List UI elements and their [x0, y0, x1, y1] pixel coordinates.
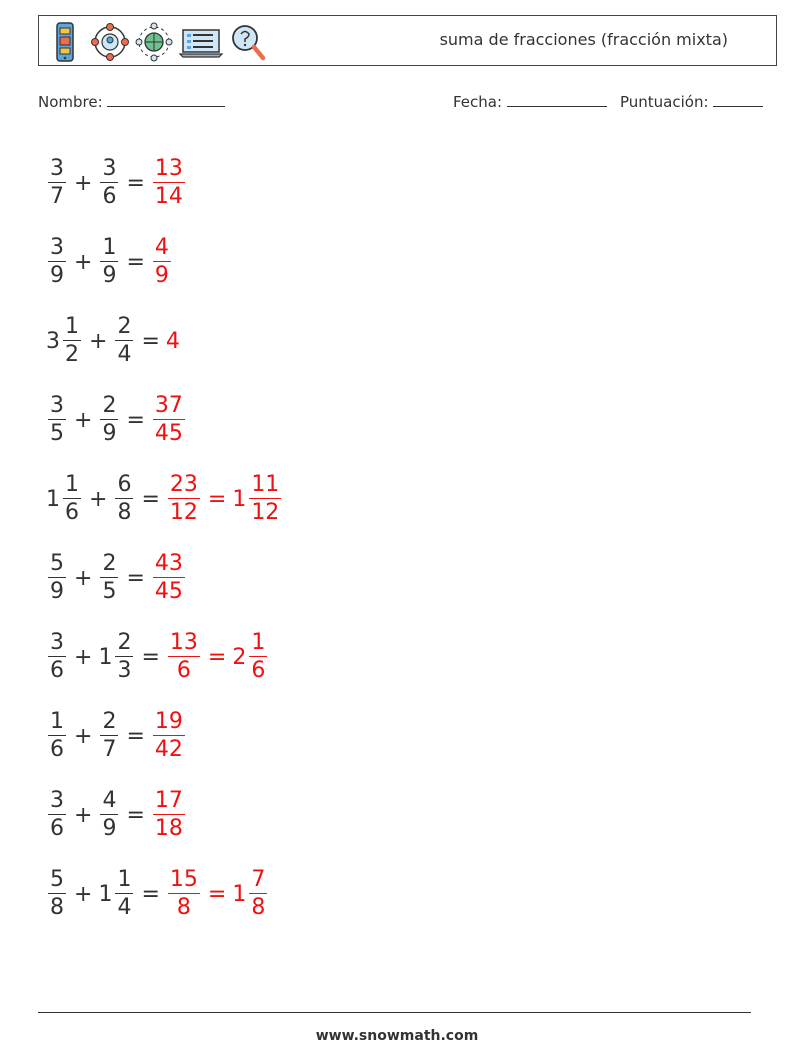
problem-row: [46, 697, 283, 776]
denominator: 7: [102, 737, 117, 762]
numerator: 23: [169, 472, 198, 497]
fraction: [153, 788, 185, 843]
denominator: 6: [251, 658, 266, 683]
worksheet-title: suma de fracciones (fracción mixta): [439, 30, 728, 49]
whole-number: 1: [46, 487, 60, 512]
numerator: 15: [169, 867, 198, 892]
answer: [151, 235, 173, 290]
fraction: [100, 393, 118, 448]
answer: [151, 709, 187, 764]
answer: [166, 329, 181, 354]
date-field: [453, 92, 607, 111]
worksheet-header: [38, 15, 777, 66]
numerator: 11: [251, 472, 280, 497]
header-icons: [47, 20, 267, 64]
problem-row: [46, 460, 283, 539]
denominator: 45: [154, 421, 183, 446]
numerator: 3: [50, 156, 64, 181]
fraction: [168, 630, 200, 685]
denominator: 8: [50, 895, 64, 920]
denominator: 6: [176, 658, 191, 683]
fraction: [115, 472, 133, 527]
denominator: 8: [176, 895, 191, 920]
fraction: [153, 156, 185, 211]
whole-number: 3: [46, 329, 60, 354]
numerator: 37: [154, 393, 183, 418]
name-label: Nombre:: [38, 93, 103, 111]
score-field: [620, 92, 763, 111]
numerator: 3: [50, 393, 64, 418]
answer: [151, 551, 187, 606]
problem-row: [46, 223, 283, 302]
fraction: [100, 551, 118, 606]
name-blank: [107, 92, 225, 107]
answer-equals-sign: =: [207, 645, 227, 670]
denominator: 7: [50, 184, 64, 209]
denominator: 9: [50, 263, 64, 288]
fraction: [115, 314, 133, 369]
denominator: 12: [169, 500, 198, 525]
fraction: [249, 472, 281, 527]
problem-row: [46, 381, 283, 460]
answer: [166, 867, 269, 922]
fraction: [115, 630, 133, 685]
denominator: 5: [102, 579, 117, 604]
answer: [151, 156, 187, 211]
denominator: 9: [154, 263, 169, 288]
denominator: 6: [65, 500, 79, 525]
fraction: [153, 551, 185, 606]
equals-sign: =: [126, 566, 145, 591]
fraction: [100, 788, 118, 843]
denominator: 45: [154, 579, 183, 604]
numerator: 3: [50, 630, 64, 655]
problem-row: [46, 855, 283, 934]
whole-number: 1: [98, 645, 113, 670]
denominator: 2: [65, 342, 79, 367]
fraction: [48, 393, 66, 448]
numerator: 13: [169, 630, 198, 655]
fraction: [100, 156, 118, 211]
answer: [166, 630, 269, 685]
fraction: [168, 867, 200, 922]
numerator: 1: [65, 314, 79, 339]
denominator: 3: [117, 658, 132, 683]
numerator: 13: [154, 156, 183, 181]
problem-row: [46, 776, 283, 855]
numerator: 3: [102, 156, 117, 181]
date-blank: [507, 92, 607, 107]
whole-number: 4: [165, 329, 180, 354]
fraction: [100, 709, 118, 764]
fraction: [63, 314, 81, 369]
fraction: [153, 235, 171, 290]
plus-sign: +: [74, 803, 93, 828]
fraction: [100, 235, 118, 290]
numerator: 1: [50, 709, 64, 734]
whole-number: 2: [232, 645, 247, 670]
plus-sign: +: [74, 566, 93, 591]
denominator: 9: [102, 263, 117, 288]
plus-sign: +: [74, 171, 93, 196]
problem-row: [46, 539, 283, 618]
answer: [166, 472, 283, 527]
fraction: [48, 709, 66, 764]
numerator: 2: [102, 709, 117, 734]
whole-number: 1: [232, 487, 247, 512]
numerator: 7: [251, 867, 266, 892]
numerator: 5: [50, 867, 64, 892]
magnifier-question-icon: [229, 21, 267, 63]
numerator: 1: [117, 867, 132, 892]
problem-row: [46, 144, 283, 223]
denominator: 6: [102, 184, 117, 209]
fraction: [153, 393, 185, 448]
whole-number: 1: [232, 882, 247, 907]
fraction: [153, 709, 185, 764]
numerator: 43: [154, 551, 183, 576]
fraction: [115, 867, 133, 922]
date-label: Fecha:: [453, 93, 503, 111]
score-blank: [713, 92, 763, 107]
fraction: [48, 630, 66, 685]
globe-network-icon: [135, 21, 173, 63]
answer-equals-sign: =: [207, 487, 227, 512]
denominator: 4: [117, 342, 132, 367]
answer-equals-sign: =: [207, 882, 227, 907]
numerator: 19: [154, 709, 183, 734]
equals-sign: =: [126, 803, 145, 828]
fraction: [48, 867, 66, 922]
fraction: [48, 551, 66, 606]
fraction: [48, 156, 66, 211]
equals-sign: =: [126, 171, 145, 196]
denominator: 42: [154, 737, 183, 762]
numerator: 2: [102, 393, 117, 418]
phone-book-icon: [47, 21, 85, 63]
denominator: 5: [50, 421, 64, 446]
numerator: 2: [102, 551, 117, 576]
footer-divider: [38, 1012, 751, 1013]
problem-row: [46, 302, 283, 381]
fraction: [249, 867, 267, 922]
fraction: [48, 235, 66, 290]
name-field: [38, 92, 225, 111]
denominator: 12: [251, 500, 280, 525]
numerator: 6: [117, 472, 132, 497]
footer-site: www.snowmath.com: [315, 1028, 479, 1044]
equals-sign: =: [141, 882, 160, 907]
problem-list: [46, 144, 283, 934]
fraction: [48, 788, 66, 843]
answer: [151, 788, 187, 843]
numerator: 5: [50, 551, 64, 576]
denominator: 14: [154, 184, 183, 209]
denominator: 9: [102, 816, 117, 841]
numerator: 3: [50, 235, 64, 260]
problem-row: [46, 618, 283, 697]
numerator: 4: [102, 788, 117, 813]
equals-sign: =: [141, 645, 160, 670]
plus-sign: +: [74, 408, 93, 433]
plus-sign: +: [89, 487, 108, 512]
numerator: 1: [65, 472, 79, 497]
equals-sign: =: [126, 250, 145, 275]
equals-sign: =: [141, 329, 160, 354]
numerator: 3: [50, 788, 64, 813]
numerator: 1: [102, 235, 117, 260]
denominator: 9: [50, 579, 64, 604]
denominator: 9: [102, 421, 117, 446]
numerator: 2: [117, 630, 132, 655]
whole-number: 1: [98, 882, 113, 907]
plus-sign: +: [74, 882, 93, 907]
denominator: 6: [50, 737, 64, 762]
equals-sign: =: [141, 487, 160, 512]
plus-sign: +: [74, 645, 93, 670]
numerator: 2: [117, 314, 132, 339]
denominator: 8: [251, 895, 266, 920]
denominator: 4: [117, 895, 132, 920]
denominator: 8: [117, 500, 132, 525]
plus-sign: +: [89, 329, 108, 354]
laptop-checklist-icon: [179, 21, 223, 63]
plus-sign: +: [74, 724, 93, 749]
numerator: 17: [154, 788, 183, 813]
network-users-icon: [91, 21, 129, 63]
plus-sign: +: [74, 250, 93, 275]
equals-sign: =: [126, 408, 145, 433]
numerator: 4: [154, 235, 169, 260]
denominator: 6: [50, 816, 64, 841]
score-label: Puntuación:: [620, 93, 709, 111]
denominator: 18: [154, 816, 183, 841]
answer: [151, 393, 187, 448]
equals-sign: =: [126, 724, 145, 749]
numerator: 1: [251, 630, 266, 655]
fraction: [63, 472, 81, 527]
fraction: [168, 472, 200, 527]
fraction: [249, 630, 267, 685]
denominator: 6: [50, 658, 64, 683]
